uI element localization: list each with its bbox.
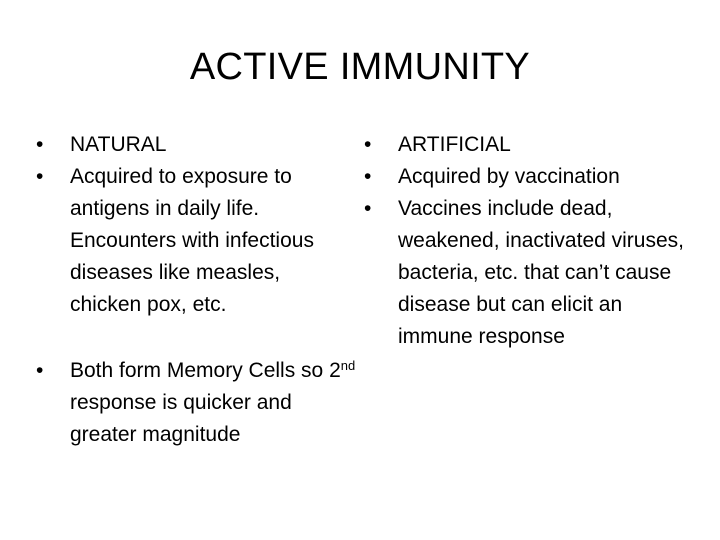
bullet-natural [36, 129, 356, 161]
bullet-vaccination [364, 161, 684, 193]
bullet-memory-cells [36, 355, 356, 451]
bullet-dot: • [36, 133, 44, 156]
right-column [364, 129, 684, 353]
left-column [36, 129, 356, 451]
bullet-dot: • [364, 133, 372, 156]
bullet-text: Acquired by vaccination [398, 165, 620, 188]
bullet-text [70, 359, 355, 446]
bullet-natural-description [36, 161, 356, 321]
bullet-text: ARTIFICIAL [398, 133, 511, 156]
ordinal-superscript: nd [340, 358, 356, 373]
bullet-text: Vaccines include dead, weakened, inactivated viruses, bacteria, etc. that can’t cause disease but can elicit an immune response [398, 197, 684, 348]
bullet-dot: • [364, 165, 372, 188]
bullet-dot: • [364, 197, 372, 220]
bullet-vaccines-include [364, 193, 684, 353]
bullet-artificial [364, 129, 684, 161]
slide-title: ACTIVE IMMUNITY [189, 46, 531, 88]
bullet-dot: • [36, 165, 44, 188]
bullet-dot: • [36, 359, 44, 382]
bullet-text: NATURAL [70, 133, 167, 156]
bullet-text-pre: Both form Memory Cells so 2 [70, 359, 341, 382]
bullet-text: Acquired to exposure to antigens in daily life. Encounters with infectious diseases like measles, chicken pox, etc. [70, 165, 314, 316]
bullet-text-post: response is quicker and greater magnitude [70, 391, 292, 446]
spacer [36, 321, 356, 355]
